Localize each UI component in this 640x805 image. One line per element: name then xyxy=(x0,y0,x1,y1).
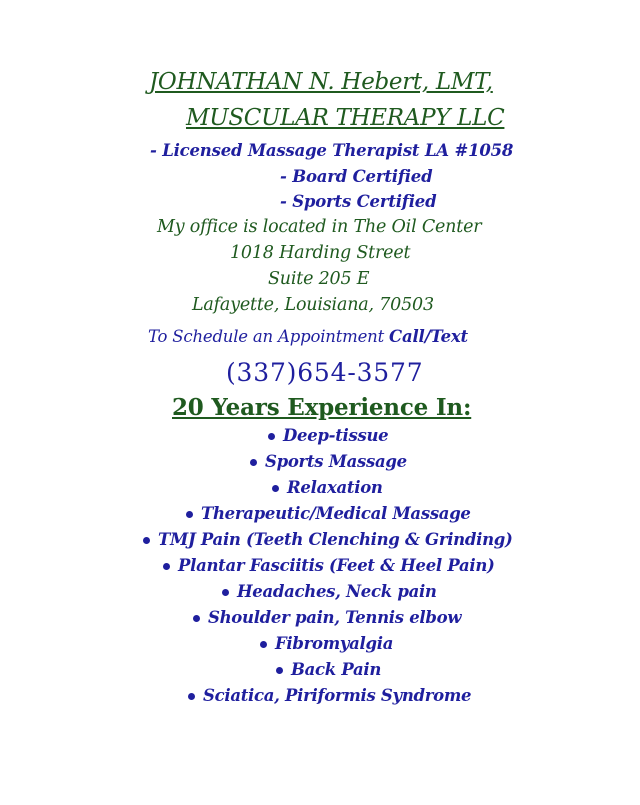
bullet-icon xyxy=(272,485,279,492)
bullet-icon xyxy=(268,433,275,440)
service-item xyxy=(193,610,461,627)
schedule-line xyxy=(148,329,468,346)
service-item xyxy=(186,506,471,523)
bullet-icon xyxy=(276,667,283,674)
service-label: TMJ Pain (Teeth Clenching & Grinding) xyxy=(158,530,513,549)
service-item xyxy=(268,428,388,445)
bullet-icon xyxy=(193,615,200,622)
experience-heading: 20 Years Experience In: xyxy=(172,394,472,421)
office-intro: My office is located in The Oil Center xyxy=(157,217,482,237)
service-label: Shoulder pain, Tennis elbow xyxy=(208,608,462,627)
service-item xyxy=(222,584,437,601)
bullet-icon xyxy=(260,641,267,648)
office-city: Lafayette, Louisiana, 70503 xyxy=(192,295,434,315)
company-title: MUSCULAR THERAPY LLC xyxy=(186,105,505,131)
service-item xyxy=(260,636,393,653)
service-item xyxy=(163,558,495,575)
service-item xyxy=(143,532,513,549)
bullet-icon xyxy=(143,537,150,544)
bullet-icon xyxy=(186,511,193,518)
service-label: Relaxation xyxy=(287,478,383,497)
service-label: Plantar Fasciitis (Feet & Heel Pain) xyxy=(178,556,495,575)
service-label: Back Pain xyxy=(291,660,382,679)
service-item xyxy=(272,480,383,497)
phone-number: (337)654-3577 xyxy=(226,358,424,387)
bullet-icon xyxy=(188,693,195,700)
service-label: Sports Massage xyxy=(265,452,407,471)
bullet-icon xyxy=(222,589,229,596)
service-item xyxy=(250,454,407,471)
bullet-icon xyxy=(250,459,257,466)
credential-sports: - Sports Certified xyxy=(280,192,437,211)
office-suite: Suite 205 E xyxy=(268,269,370,289)
name-title: JOHNATHAN N. Hebert, LMT, xyxy=(149,69,493,95)
service-label: Sciatica, Piriformis Syndrome xyxy=(203,686,472,705)
credential-board: - Board Certified xyxy=(280,167,433,186)
credential-license: - Licensed Massage Therapist LA #1058 xyxy=(150,141,514,160)
service-label: Headaches, Neck pain xyxy=(237,582,437,601)
service-label: Fibromyalgia xyxy=(275,634,394,653)
call-text-label: Call/Text xyxy=(389,327,468,346)
service-item xyxy=(188,688,471,705)
bullet-icon xyxy=(163,563,170,570)
service-label: Therapeutic/Medical Massage xyxy=(201,504,471,523)
schedule-text: To Schedule an Appointment xyxy=(148,327,390,346)
service-item xyxy=(276,662,381,679)
service-label: Deep-tissue xyxy=(283,426,389,445)
office-street: 1018 Harding Street xyxy=(230,243,411,263)
